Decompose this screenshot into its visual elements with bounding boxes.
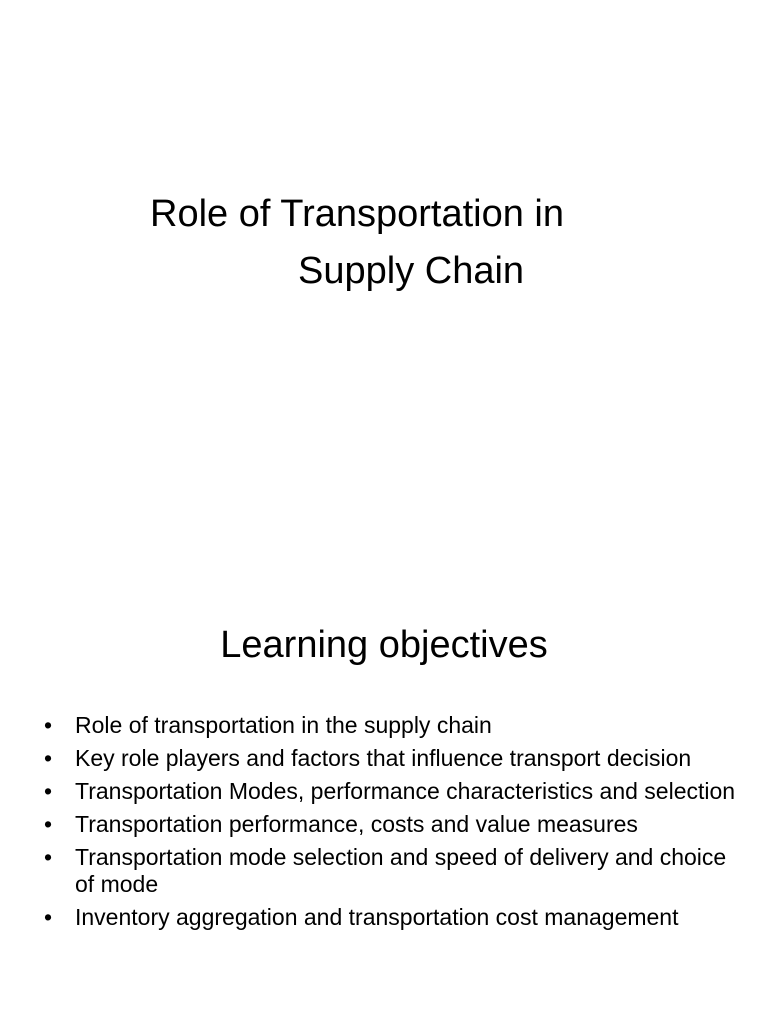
list-item: [44, 904, 744, 931]
list-item-text: Transportation mode selection and speed of delivery and choice of mode: [75, 844, 727, 897]
list-item-text: Transportation performance, costs and value measures: [75, 811, 638, 837]
learning-objectives-heading: Learning objectives: [220, 624, 548, 666]
objectives-list: [44, 712, 744, 937]
list-item: [44, 844, 744, 898]
bullet-icon: •: [44, 745, 53, 771]
bullet-icon: •: [44, 712, 53, 738]
list-item: [44, 712, 744, 739]
list-item: [44, 811, 744, 838]
slide-title-line-2: Supply Chain: [298, 250, 525, 292]
list-item: [44, 778, 744, 805]
bullet-icon: •: [44, 811, 53, 837]
list-item-text: Role of transportation in the supply chain: [75, 712, 492, 738]
bullet-icon: •: [44, 844, 53, 870]
list-item: [44, 745, 744, 772]
bullet-icon: •: [44, 778, 53, 804]
slide-title-line-1: Role of Transportation in: [150, 193, 565, 235]
list-item-text: Transportation Modes, performance characteristics and selection: [75, 778, 736, 804]
list-item-text: Inventory aggregation and transportation cost management: [75, 904, 679, 930]
bullet-icon: •: [44, 904, 53, 930]
list-item-text: Key role players and factors that influence transport decision: [75, 745, 692, 771]
